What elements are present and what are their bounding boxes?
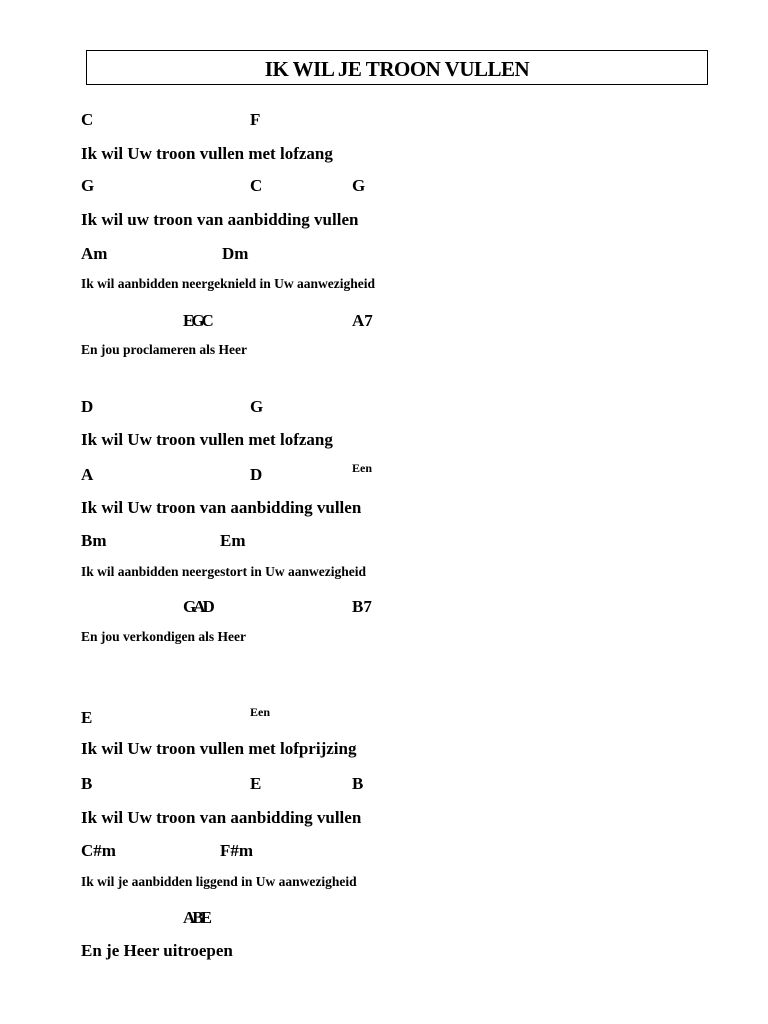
lyric-line: Ik wil Uw troon vullen met lofzang <box>81 430 333 449</box>
chord: D <box>250 465 263 484</box>
chord: Bm <box>81 531 107 550</box>
chord: C#m <box>81 841 116 860</box>
song-title: IK WIL JE TROON VULLEN <box>264 57 530 81</box>
chord: D <box>81 397 94 416</box>
chord: F#m <box>220 841 254 860</box>
chord: Em <box>220 531 246 550</box>
chord: B7 <box>352 597 372 616</box>
lyric-line: Ik wil uw troon van aanbidding vullen <box>81 210 359 229</box>
chord: A7 <box>352 311 373 330</box>
chord: ABE <box>183 908 209 927</box>
chord: EGC <box>183 311 211 330</box>
chord: A <box>81 465 94 484</box>
lyric-line: Ik wil Uw troon vullen met lofzang <box>81 144 333 163</box>
chord: G <box>81 176 95 195</box>
chord: E <box>81 708 93 727</box>
chord: G <box>352 176 366 195</box>
chord: C <box>250 176 263 195</box>
lyric-line: Ik wil aanbidden neergeknield in Uw aanwezigheid <box>81 276 376 291</box>
lyric-line: Ik wil Uw troon van aanbidding vullen <box>81 498 362 517</box>
lyric-line: En jou verkondigen als Heer <box>81 629 247 644</box>
chord: G <box>250 397 264 416</box>
chord: E <box>250 774 262 793</box>
chord: C <box>81 110 94 129</box>
chord: Dm <box>222 244 249 263</box>
chord: B <box>352 774 364 793</box>
chord: Een <box>250 705 271 719</box>
lyric-line: Ik wil je aanbidden liggend in Uw aanwezigheid <box>81 874 357 889</box>
lyric-line: Ik wil Uw troon vullen met lofprijzing <box>81 739 357 758</box>
title-box <box>86 50 708 85</box>
chord: B <box>81 774 93 793</box>
lyric-line: Ik wil aanbidden neergestort in Uw aanwezigheid <box>81 564 367 579</box>
lyric-line: En jou proclameren als Heer <box>81 342 247 357</box>
chord: Am <box>81 244 108 263</box>
chord: Een <box>352 461 373 475</box>
lyric-line: Ik wil Uw troon van aanbidding vullen <box>81 808 362 827</box>
lyric-line: En je Heer uitroepen <box>81 941 233 960</box>
chord: GAD <box>183 597 212 616</box>
chord: F <box>250 110 261 129</box>
